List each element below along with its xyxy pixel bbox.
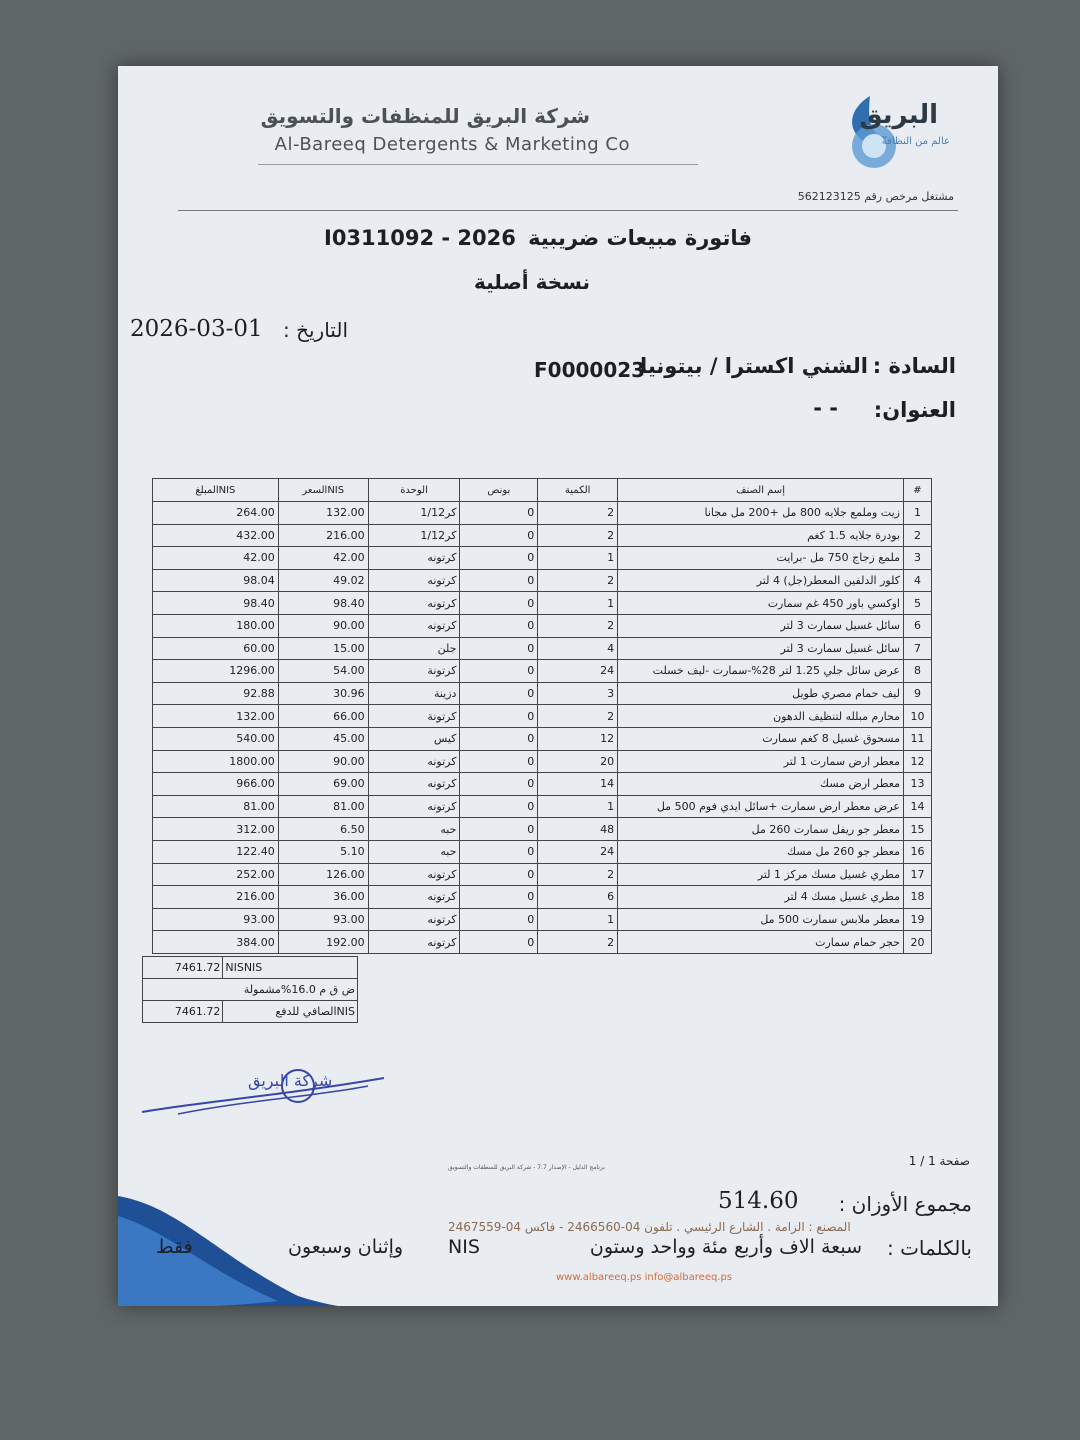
table-row bbox=[153, 773, 932, 796]
customer-label: السادة : bbox=[872, 354, 956, 378]
cell-price: 30.96 bbox=[278, 682, 368, 705]
cell-bonus: 0 bbox=[460, 502, 538, 525]
address-value: - - bbox=[813, 396, 838, 420]
amount-words-only: فقط bbox=[156, 1236, 193, 1258]
cell-name: مسحوق غسيل 8 كغم سمارت bbox=[618, 727, 904, 750]
cell-amount: 42.00 bbox=[153, 547, 279, 570]
cell-qty: 6 bbox=[538, 886, 618, 909]
cell-bonus: 0 bbox=[460, 592, 538, 615]
cell-price: 126.00 bbox=[278, 863, 368, 886]
weights-label: مجموع الأوزان : bbox=[838, 1192, 972, 1216]
cell-unit: كرتونه bbox=[368, 569, 460, 592]
customer-code: F0000023 bbox=[534, 358, 646, 382]
table-row bbox=[153, 502, 932, 525]
cell-price: 15.00 bbox=[278, 637, 368, 660]
table-row bbox=[153, 931, 932, 954]
cell-amount: 60.00 bbox=[153, 637, 279, 660]
table-row bbox=[153, 592, 932, 615]
cell-qty: 4 bbox=[538, 637, 618, 660]
table-row bbox=[153, 886, 932, 909]
cell-qty: 1 bbox=[538, 795, 618, 818]
items-table-header bbox=[153, 479, 932, 502]
cell-price: 192.00 bbox=[278, 931, 368, 954]
cell-idx: 20 bbox=[903, 931, 931, 954]
customer-name: الشني اكسترا / بيتونيا bbox=[639, 354, 868, 378]
cell-qty: 1 bbox=[538, 547, 618, 570]
date-value: 2026-03-01 bbox=[130, 316, 263, 342]
cell-bonus: 0 bbox=[460, 818, 538, 841]
company-stamp-icon bbox=[138, 1056, 388, 1126]
cell-name: معطر ملابس سمارت 500 مل bbox=[618, 908, 904, 931]
weights-value: 514.60 bbox=[718, 1188, 799, 1214]
logo-text: البريق bbox=[859, 100, 938, 130]
cell-qty: 2 bbox=[538, 524, 618, 547]
table-row bbox=[153, 637, 932, 660]
cell-name: معطر جو 260 مل مسك bbox=[618, 840, 904, 863]
table-row bbox=[153, 863, 932, 886]
cell-bonus: 0 bbox=[460, 524, 538, 547]
cell-name: معطر ارض مسك bbox=[618, 773, 904, 796]
header-name: إسم الصنف bbox=[618, 479, 904, 502]
cell-amount: 264.00 bbox=[153, 502, 279, 525]
cell-amount: 384.00 bbox=[153, 931, 279, 954]
invoice-paper bbox=[118, 66, 998, 1306]
cell-idx: 16 bbox=[903, 840, 931, 863]
cell-name: ملمع زجاج 750 مل -برايت bbox=[618, 547, 904, 570]
cell-name: معطر ارض سمارت 1 لتر bbox=[618, 750, 904, 773]
cell-amount: 93.00 bbox=[153, 908, 279, 931]
amount-words-end: وإثنان وسبعون bbox=[288, 1236, 404, 1258]
cell-qty: 2 bbox=[538, 502, 618, 525]
license-divider bbox=[178, 210, 958, 211]
subtotal-value: 7461.72 bbox=[143, 957, 223, 979]
cell-amount: 432.00 bbox=[153, 524, 279, 547]
cell-bonus: 0 bbox=[460, 705, 538, 728]
cell-bonus: 0 bbox=[460, 614, 538, 637]
table-row bbox=[153, 908, 932, 931]
header-bonus: بونص bbox=[460, 479, 538, 502]
net-label: NISالصافي للدفع bbox=[223, 1001, 358, 1023]
header-price: السعرNIS bbox=[278, 479, 368, 502]
cell-idx: 14 bbox=[903, 795, 931, 818]
cell-price: 93.00 bbox=[278, 908, 368, 931]
cell-unit: كر1/12 bbox=[368, 502, 460, 525]
header-divider bbox=[258, 164, 698, 165]
cell-unit: كرتونه bbox=[368, 614, 460, 637]
cell-name: سائل غسيل سمارت 3 لتر bbox=[618, 637, 904, 660]
items-table-body bbox=[153, 502, 932, 954]
cell-amount: 122.40 bbox=[153, 840, 279, 863]
amount-words-currency: NIS bbox=[448, 1236, 480, 1258]
tax-label: ض ق م 16.0%مشمولة bbox=[143, 979, 358, 1001]
cell-amount: 1800.00 bbox=[153, 750, 279, 773]
cell-qty: 20 bbox=[538, 750, 618, 773]
table-row bbox=[153, 614, 932, 637]
cell-unit: حبه bbox=[368, 818, 460, 841]
cell-qty: 48 bbox=[538, 818, 618, 841]
cell-bonus: 0 bbox=[460, 727, 538, 750]
address-label: العنوان: bbox=[873, 398, 956, 422]
cell-idx: 18 bbox=[903, 886, 931, 909]
header-unit: الوحدة bbox=[368, 479, 460, 502]
footer-web: www.albareeq.ps info@albareeq.ps bbox=[556, 1272, 733, 1283]
company-name-en: Al-Bareeq Detergents & Marketing Co bbox=[274, 134, 630, 155]
cell-price: 42.00 bbox=[278, 547, 368, 570]
cell-amount: 98.40 bbox=[153, 592, 279, 615]
cell-idx: 3 bbox=[903, 547, 931, 570]
cell-bonus: 0 bbox=[460, 840, 538, 863]
cell-bonus: 0 bbox=[460, 660, 538, 683]
net-row bbox=[143, 1001, 358, 1023]
header-qty: الكمية bbox=[538, 479, 618, 502]
cell-qty: 3 bbox=[538, 682, 618, 705]
cell-name: مطري غسيل مسك 4 لتر bbox=[618, 886, 904, 909]
table-row bbox=[153, 660, 932, 683]
subtotal-label: NISNIS bbox=[223, 957, 358, 979]
cell-name: ليف حمام مصري طويل bbox=[618, 682, 904, 705]
cell-bonus: 0 bbox=[460, 637, 538, 660]
cell-name: بودرة جلايه 1.5 كغم bbox=[618, 524, 904, 547]
cell-name: عرض سائل جلي 1.25 لتر 28%-سمارت -ليف خسلت bbox=[618, 660, 904, 683]
cell-unit: كرتونة bbox=[368, 705, 460, 728]
cell-unit: كرتونه bbox=[368, 547, 460, 570]
table-row bbox=[153, 818, 932, 841]
cell-idx: 12 bbox=[903, 750, 931, 773]
cell-name: مطري غسيل مسك مركز 1 لتر bbox=[618, 863, 904, 886]
cell-unit: كرتونه bbox=[368, 886, 460, 909]
cell-idx: 7 bbox=[903, 637, 931, 660]
cell-qty: 2 bbox=[538, 569, 618, 592]
cell-qty: 1 bbox=[538, 908, 618, 931]
table-row bbox=[153, 750, 932, 773]
cell-price: 6.50 bbox=[278, 818, 368, 841]
cell-amount: 1296.00 bbox=[153, 660, 279, 683]
cell-bonus: 0 bbox=[460, 886, 538, 909]
cell-idx: 15 bbox=[903, 818, 931, 841]
copy-label: نسخة أصلية bbox=[473, 270, 590, 294]
program-note: برنامج الدليل - الإصدار 7.7 - شركة البريق للمنظفات والتسويق bbox=[448, 1164, 605, 1171]
cell-bonus: 0 bbox=[460, 569, 538, 592]
tax-row bbox=[143, 979, 358, 1001]
cell-bonus: 0 bbox=[460, 931, 538, 954]
table-row bbox=[153, 547, 932, 570]
footer-address: المصنع : الزامة . الشارع الرئيسي . تلفون 04-2466560 - فاكس 04-2467559 bbox=[448, 1220, 851, 1234]
cell-qty: 12 bbox=[538, 727, 618, 750]
cell-idx: 5 bbox=[903, 592, 931, 615]
cell-amount: 216.00 bbox=[153, 886, 279, 909]
table-row bbox=[153, 840, 932, 863]
cell-unit: جلن bbox=[368, 637, 460, 660]
cell-price: 49.02 bbox=[278, 569, 368, 592]
cell-name: معطر جو ريفل سمارت 260 مل bbox=[618, 818, 904, 841]
cell-price: 90.00 bbox=[278, 614, 368, 637]
cell-bonus: 0 bbox=[460, 863, 538, 886]
cell-qty: 2 bbox=[538, 863, 618, 886]
cell-idx: 8 bbox=[903, 660, 931, 683]
cell-price: 54.00 bbox=[278, 660, 368, 683]
cell-price: 69.00 bbox=[278, 773, 368, 796]
invoice-title: فاتورة مبيعات ضريبية bbox=[528, 226, 752, 250]
cell-idx: 4 bbox=[903, 569, 931, 592]
cell-bonus: 0 bbox=[460, 682, 538, 705]
table-row bbox=[153, 795, 932, 818]
cell-idx: 19 bbox=[903, 908, 931, 931]
cell-price: 66.00 bbox=[278, 705, 368, 728]
page-number: صفحة 1 / 1 bbox=[908, 1154, 970, 1168]
cell-unit: كرتونه bbox=[368, 592, 460, 615]
cell-idx: 9 bbox=[903, 682, 931, 705]
cell-idx: 17 bbox=[903, 863, 931, 886]
table-row bbox=[153, 705, 932, 728]
cell-qty: 24 bbox=[538, 840, 618, 863]
cell-bonus: 0 bbox=[460, 795, 538, 818]
cell-name: محارم مبلله لتنظيف الدهون bbox=[618, 705, 904, 728]
cell-price: 45.00 bbox=[278, 727, 368, 750]
cell-idx: 2 bbox=[903, 524, 931, 547]
cell-unit: كرتونة bbox=[368, 660, 460, 683]
cell-name: حجر حمام سمارت bbox=[618, 931, 904, 954]
cell-bonus: 0 bbox=[460, 547, 538, 570]
cell-price: 216.00 bbox=[278, 524, 368, 547]
cell-qty: 24 bbox=[538, 660, 618, 683]
cell-idx: 11 bbox=[903, 727, 931, 750]
cell-idx: 6 bbox=[903, 614, 931, 637]
cell-idx: 10 bbox=[903, 705, 931, 728]
date-label: التاريخ : bbox=[282, 318, 348, 342]
totals-table bbox=[142, 956, 358, 1023]
cell-amount: 81.00 bbox=[153, 795, 279, 818]
cell-price: 81.00 bbox=[278, 795, 368, 818]
header-amount: المبلغNIS bbox=[153, 479, 279, 502]
header-idx: # bbox=[903, 479, 931, 502]
items-table bbox=[152, 478, 932, 954]
cell-bonus: 0 bbox=[460, 750, 538, 773]
cell-amount: 252.00 bbox=[153, 863, 279, 886]
cell-price: 90.00 bbox=[278, 750, 368, 773]
amount-words-label: بالكلمات : bbox=[887, 1236, 972, 1260]
net-value: 7461.72 bbox=[143, 1001, 223, 1023]
cell-amount: 540.00 bbox=[153, 727, 279, 750]
logo-tagline: عالم من النظافة bbox=[881, 136, 950, 147]
cell-unit: دزينة bbox=[368, 682, 460, 705]
cell-amount: 92.88 bbox=[153, 682, 279, 705]
cell-name: سائل غسيل سمارت 3 لتر bbox=[618, 614, 904, 637]
cell-qty: 14 bbox=[538, 773, 618, 796]
table-row bbox=[153, 727, 932, 750]
cell-bonus: 0 bbox=[460, 773, 538, 796]
stamp-text: شركة البريق bbox=[248, 1071, 333, 1090]
cell-unit: حبه bbox=[368, 840, 460, 863]
cell-unit: كرتونه bbox=[368, 908, 460, 931]
cell-qty: 2 bbox=[538, 614, 618, 637]
table-row bbox=[153, 682, 932, 705]
cell-amount: 180.00 bbox=[153, 614, 279, 637]
cell-name: كلور الدلفين المعطر(جل) 4 لتر bbox=[618, 569, 904, 592]
cell-idx: 13 bbox=[903, 773, 931, 796]
cell-unit: كرتونه bbox=[368, 931, 460, 954]
cell-unit: كيس bbox=[368, 727, 460, 750]
cell-idx: 1 bbox=[903, 502, 931, 525]
cell-amount: 966.00 bbox=[153, 773, 279, 796]
cell-unit: كرتونه bbox=[368, 863, 460, 886]
amount-words: سبعة الاف وأربع مئة وواحد وستون bbox=[589, 1236, 862, 1258]
cell-qty: 2 bbox=[538, 931, 618, 954]
license-number: مشتغل مرخص رقم 562123125 bbox=[797, 190, 954, 203]
cell-price: 98.40 bbox=[278, 592, 368, 615]
invoice-number: I0311092 - 2026 bbox=[324, 226, 516, 250]
cell-unit: كرتونه bbox=[368, 773, 460, 796]
cell-amount: 98.04 bbox=[153, 569, 279, 592]
cell-unit: كرتونه bbox=[368, 750, 460, 773]
cell-unit: كرتونه bbox=[368, 795, 460, 818]
cell-price: 132.00 bbox=[278, 502, 368, 525]
cell-name: اوكسي باور 450 غم سمارت bbox=[618, 592, 904, 615]
cell-name: عرض معطر ارض سمارت +سائل ايدي فوم 500 مل bbox=[618, 795, 904, 818]
cell-qty: 1 bbox=[538, 592, 618, 615]
cell-unit: كر1/12 bbox=[368, 524, 460, 547]
cell-price: 5.10 bbox=[278, 840, 368, 863]
cell-amount: 132.00 bbox=[153, 705, 279, 728]
cell-name: زيت وملمع جلايه 800 مل +200 مل مجانا bbox=[618, 502, 904, 525]
cell-price: 36.00 bbox=[278, 886, 368, 909]
cell-bonus: 0 bbox=[460, 908, 538, 931]
cell-amount: 312.00 bbox=[153, 818, 279, 841]
table-row bbox=[153, 569, 932, 592]
table-row bbox=[153, 524, 932, 547]
subtotal-row bbox=[143, 957, 358, 979]
cell-qty: 2 bbox=[538, 705, 618, 728]
company-name-ar: شركة البريق للمنظفات والتسويق bbox=[260, 104, 590, 128]
